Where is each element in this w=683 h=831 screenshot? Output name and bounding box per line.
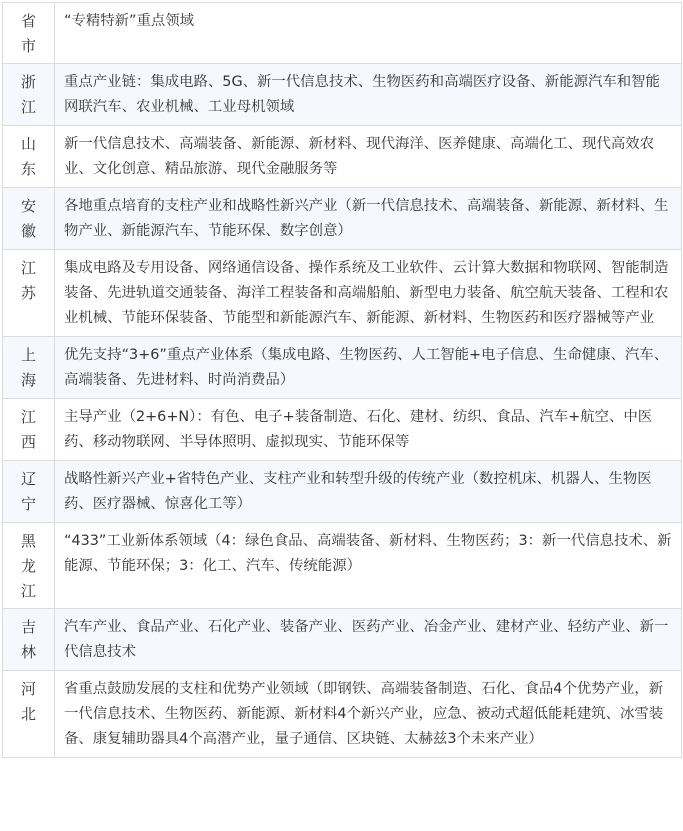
province-cell bbox=[3, 609, 55, 671]
province-cell bbox=[3, 337, 55, 399]
focus-cell: 汽车产业、食品产业、石化产业、装备产业、医药产业、冶金产业、建材产业、轻纺产业、新一代信息技术 bbox=[55, 609, 682, 671]
table-row bbox=[3, 250, 682, 337]
table-row bbox=[3, 64, 682, 126]
focus-cell: 省重点鼓励发展的支柱和优势产业领域（即钢铁、高端装备制造、石化、食品4个优势产业，新一代信息技术、生物医药、新能源、新材料4个新兴产业，应急、被动式超低能耗建筑、冰雪装备、康复辅助器具4个高潜产业，量子通信、区块链、太赫兹3个未来产业） bbox=[55, 671, 682, 758]
province-name: 安徽 bbox=[20, 197, 36, 240]
province-cell bbox=[3, 523, 55, 609]
province-name: 浙江 bbox=[20, 73, 36, 116]
table-row bbox=[3, 126, 682, 188]
provinces-focus-table bbox=[2, 2, 682, 758]
table-row bbox=[3, 399, 682, 461]
province-cell bbox=[3, 461, 55, 523]
focus-cell: “433”工业新体系领域（4：绿色食品、高端装备、新材料、生物医药；3：新一代信息技术、新能源、节能环保；3：化工、汽车、传统能源） bbox=[55, 523, 682, 609]
province-name: 辽宁 bbox=[20, 470, 36, 513]
province-name: 吉林 bbox=[20, 618, 36, 661]
focus-cell: 集成电路及专用设备、网络通信设备、操作系统及工业软件、云计算大数据和物联网、智能制造装备、先进轨道交通装备、海洋工程装备和高端船舶、新型电力装备、航空航天装备、工程和农业机械、节能环保装备、节能型和新能源汽车、新能源、新材料、生物医药和医疗器械等产业 bbox=[55, 250, 682, 337]
province-cell bbox=[3, 399, 55, 461]
province-cell bbox=[3, 671, 55, 758]
province-name: 河北 bbox=[20, 680, 36, 723]
table-row bbox=[3, 671, 682, 758]
focus-cell: 主导产业（2+6+N）：有色、电子+装备制造、石化、建材、纺织、食品、汽车+航空、中医药、移动物联网、半导体照明、虚拟现实、节能环保等 bbox=[55, 399, 682, 461]
focus-cell: 战略性新兴产业+省特色产业、支柱产业和转型升级的传统产业（数控机床、机器人、生物医药、医疗器械、惊喜化工等） bbox=[55, 461, 682, 523]
province-cell bbox=[3, 188, 55, 250]
province-name: 江苏 bbox=[20, 259, 36, 302]
table-row bbox=[3, 337, 682, 399]
focus-cell: 各地重点培育的支柱产业和战略性新兴产业（新一代信息技术、高端装备、新能源、新材料、生物产业、新能源汽车、节能环保、数字创意） bbox=[55, 188, 682, 250]
header-province-label: 省市 bbox=[20, 12, 36, 55]
province-cell bbox=[3, 250, 55, 337]
province-name: 江西 bbox=[20, 408, 36, 451]
province-name: 上海 bbox=[20, 346, 36, 389]
focus-cell: 重点产业链：集成电路、5G、新一代信息技术、生物医药和高端医疗设备、新能源汽车和智能网联汽车、农业机械、工业母机领域 bbox=[55, 64, 682, 126]
header-province-cell bbox=[3, 3, 55, 64]
table-row bbox=[3, 609, 682, 671]
province-cell bbox=[3, 64, 55, 126]
table-row bbox=[3, 188, 682, 250]
header-focus-cell: “专精特新”重点领域 bbox=[55, 3, 682, 64]
province-cell bbox=[3, 126, 55, 188]
province-name: 山东 bbox=[20, 135, 36, 178]
table-header-row bbox=[3, 3, 682, 64]
focus-cell: 新一代信息技术、高端装备、新能源、新材料、现代海洋、医养健康、高端化工、现代高效农业、文化创意、精品旅游、现代金融服务等 bbox=[55, 126, 682, 188]
table-row bbox=[3, 461, 682, 523]
table-row bbox=[3, 523, 682, 609]
province-name: 黑龙江 bbox=[20, 532, 36, 600]
focus-cell: 优先支持“3+6”重点产业体系（集成电路、生物医药、人工智能+电子信息、生命健康、汽车、高端装备、先进材料、时尚消费品） bbox=[55, 337, 682, 399]
